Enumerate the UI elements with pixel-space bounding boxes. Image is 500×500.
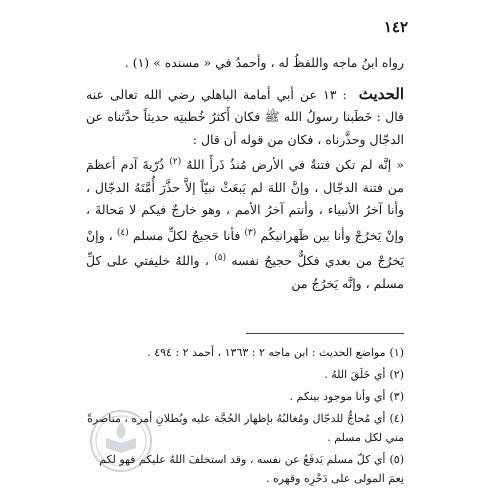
- footnote-text: أي مُحاجٌّ للدجّال ومُغالبُهُ بإظهار الحُجَّة عليه وبُطلانِ أمره ، مناصرةً مني لكل مسلم .: [87, 412, 404, 444]
- hadith-heading: الحديث: [358, 84, 404, 103]
- footnote-number: (٢): [389, 368, 404, 381]
- quote-part: فأنا حَجيجٌ لكلِّ مسلم: [132, 227, 241, 243]
- footnote-ref[interactable]: (٢): [169, 157, 182, 167]
- hadith-intro: : ١٣ عن أبي أمامة الباهلي رضي الله تعالى عنه قال : خَطَبنا رسولُ الله ﷺ فكان أَكثرُ خُطبتِه حديثاً حدَّثناه عن الدجّال وحذَّرناه ، فكان من قوله أن قال :: [86, 86, 404, 147]
- footnote-text: أي خَلَقَ اللهُ .: [324, 368, 386, 381]
- footnote: [86, 365, 404, 384]
- footnote-ref[interactable]: (٥): [214, 253, 227, 264]
- footnote-number: (٤): [389, 412, 404, 425]
- quote-part: ، واللهُ خليفتي على كلِّ مسلم ، وإنَّه يَخرُجُ من: [86, 253, 404, 291]
- footnote-number: (١): [389, 346, 404, 359]
- previous-hadith-source: رواه ابنُ ماجه واللفظُ له ، وأحمدُ في « مسنده » (١) .: [124, 55, 404, 70]
- footnote: [86, 387, 404, 406]
- footnote-ref[interactable]: (٤): [116, 227, 129, 238]
- footnote-text: أي كلّ مسلم يَدفَعُ عن نفسه ، وقد استخلفَ اللهُ عليكم فهو لكم نِعمَ المولى على دَحْرِه وقهره .: [99, 453, 404, 485]
- footnote-number: (٥): [389, 453, 404, 466]
- footnote-divider: [246, 333, 404, 334]
- footnote-number: (٣): [389, 390, 404, 403]
- main-text: [86, 52, 404, 295]
- footnote: [86, 343, 404, 362]
- page-number: ١٤٢: [383, 18, 408, 36]
- quote-part: ، وإنْ يَخرُجْ من بعدي فكلٌّ حجيجُ نفسه: [86, 227, 404, 269]
- quote-part: « إنَّه لم تكن فتنةٌ في الأرض مُنذُ ذَرأَ اللهُ: [186, 157, 404, 173]
- hadith-paragraph: [86, 83, 404, 152]
- footnote-text: أي وأنا موجود بينكم .: [289, 390, 386, 403]
- hadith-quote: [86, 151, 404, 295]
- footnote-text: مواضع الحديث : ابن ماجه ٢ : ١٣٦٣ ، أحمد ٢ : ٤٩٤ .: [147, 346, 386, 359]
- footnote-ref[interactable]: (٣): [244, 227, 257, 238]
- publisher-logo-icon: [88, 408, 154, 474]
- quote-part: ذُرّيةَ آدم أعظمَ من فتنة الدجّال ، وإنَّ اللهَ لم يَبعَثْ نبيّاً إلاَّ حذَّرَ أُمَّتَهُ الدجّال ، وأنا آخرُ الأنبياء ، وأنتم آخرُ الأمم ، وهو خارجٌ فيكم لا مَحالةَ ، وإنْ يَخرُجْ وأنا بين ظَهرانيكُم: [86, 157, 405, 243]
